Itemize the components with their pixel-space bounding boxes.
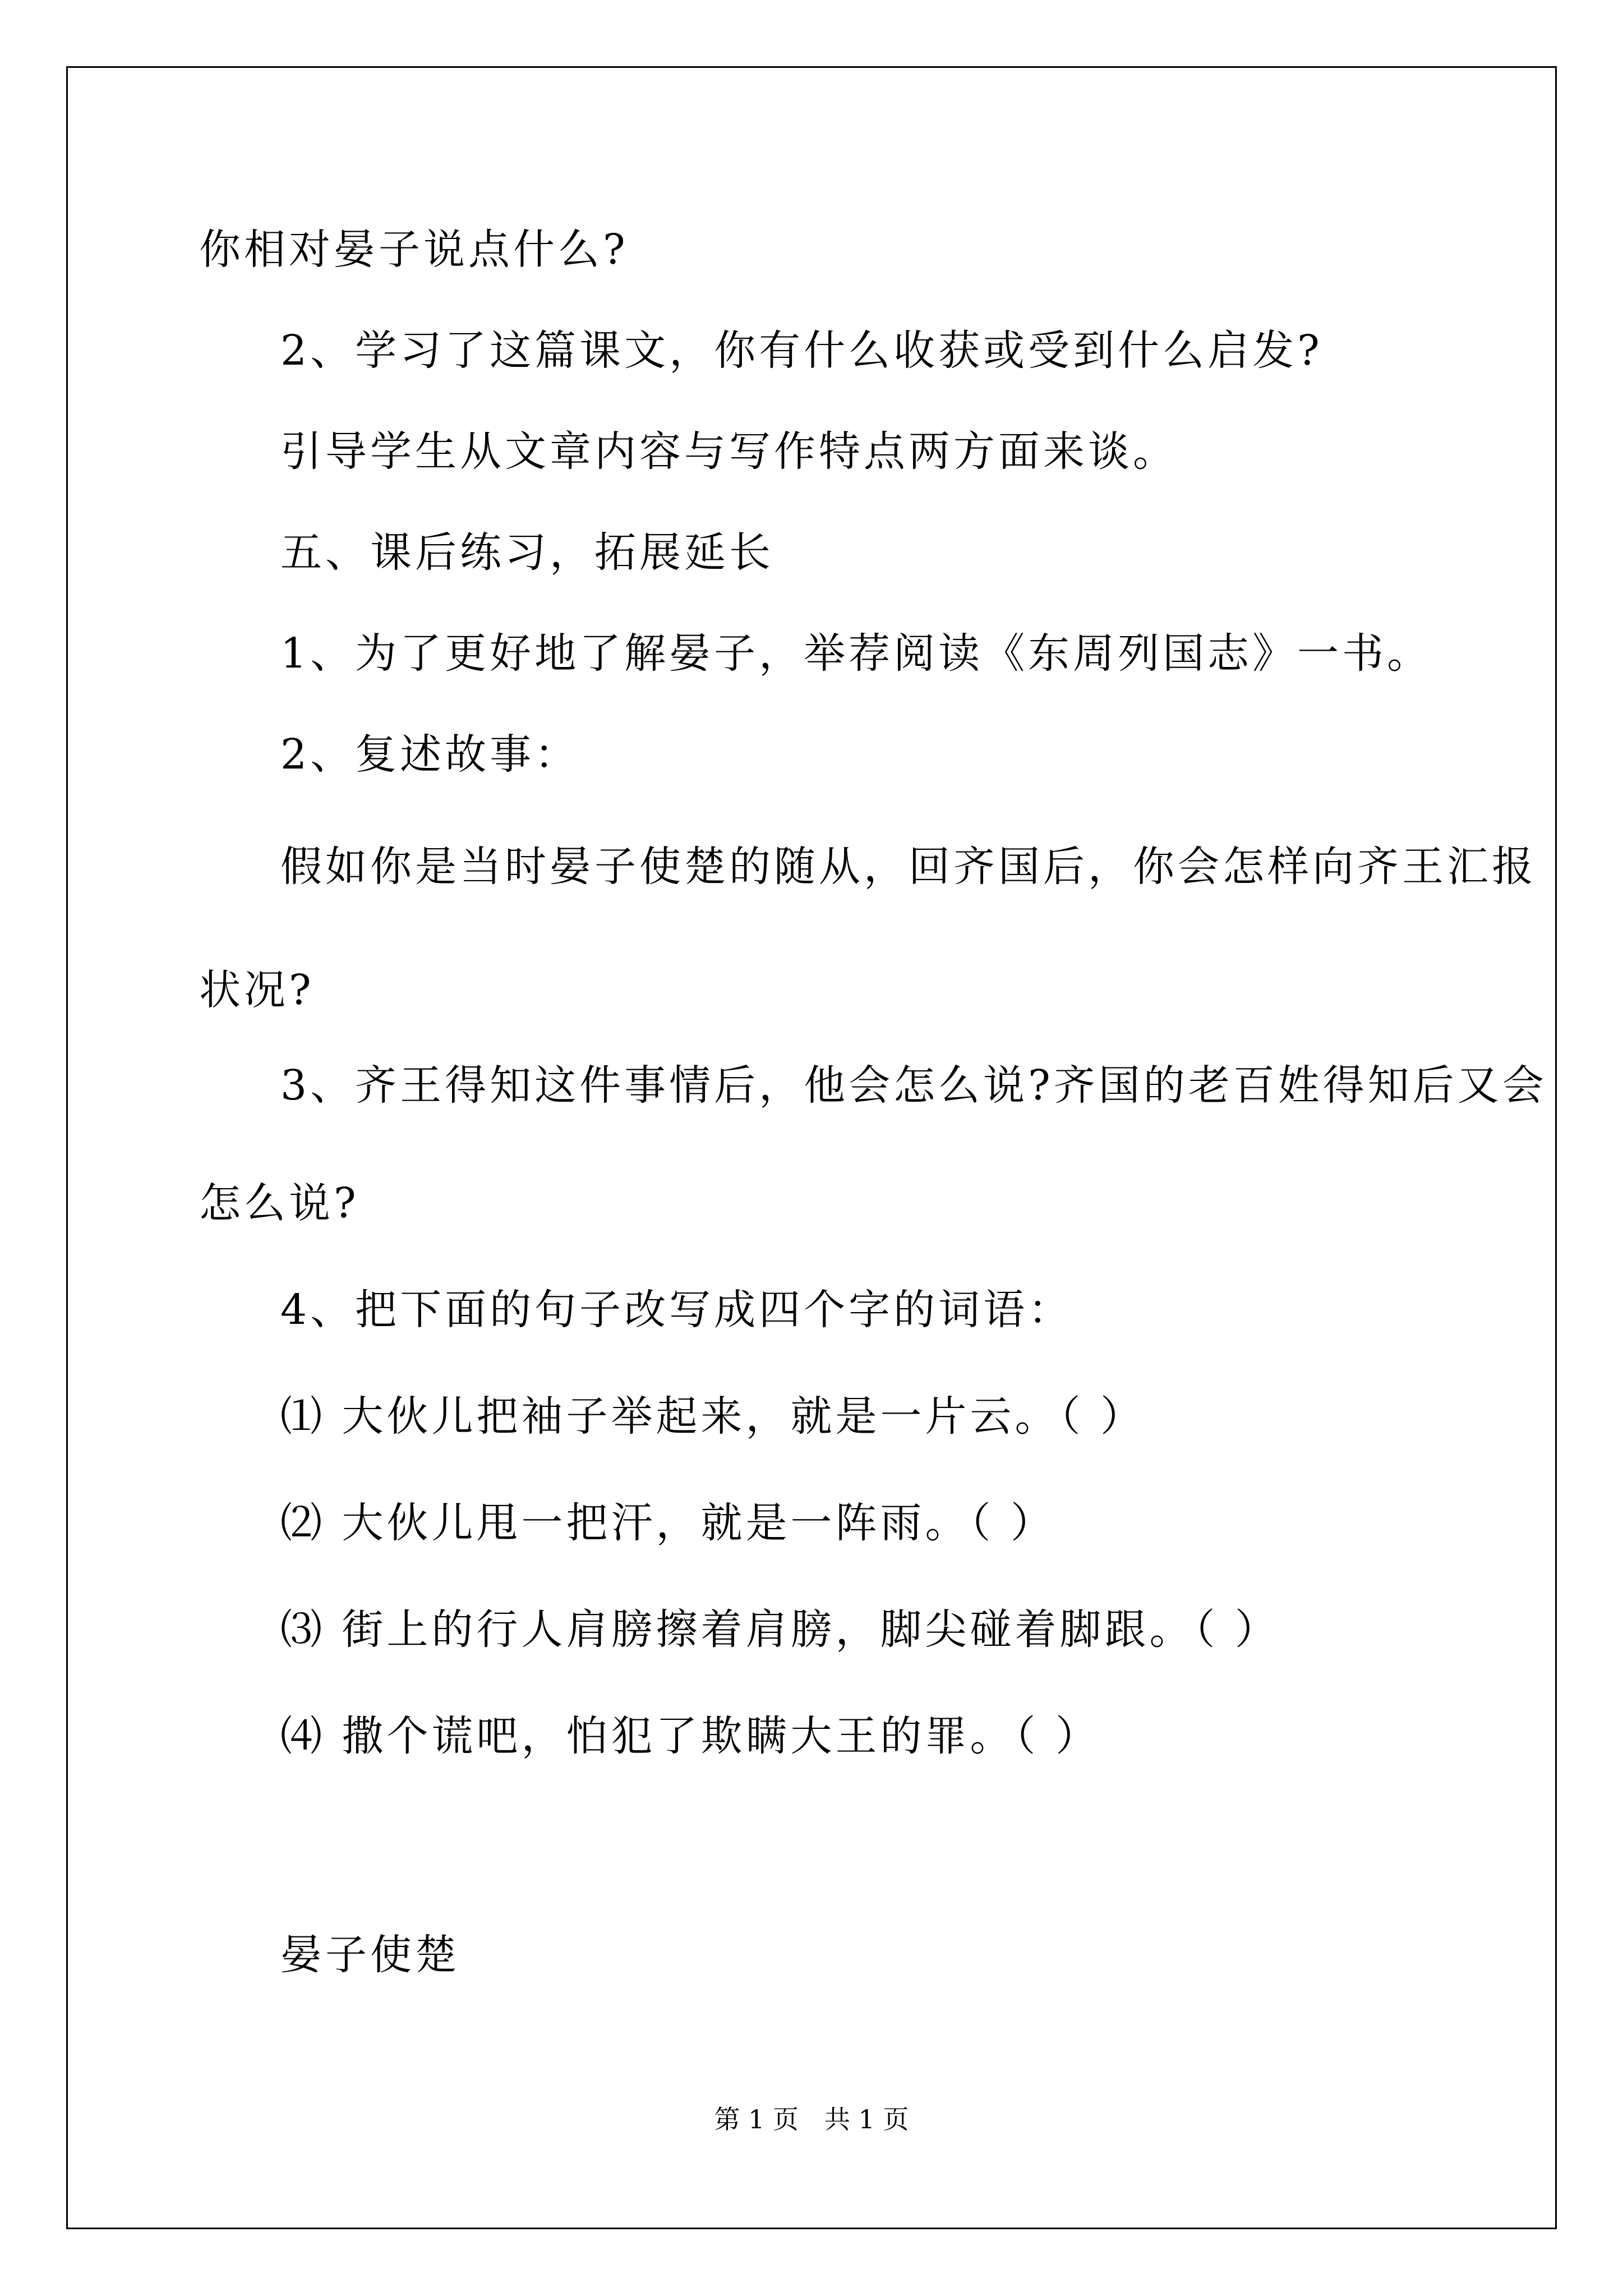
text-line-5: 1、为了更好地了解晏子，举荐阅读《东周列国志》一书。: [280, 629, 1432, 678]
text-line-8: 状况?: [199, 966, 315, 1014]
text-line-1: 你相对晏子说点什么?: [199, 226, 629, 274]
section-heading-5: 五、课后练习，拓展延长: [280, 528, 774, 577]
exercise-item-4: ⑷ 撒个谎吧，怕犯了欺瞒大王的罪。（ ）: [280, 1712, 1101, 1760]
text-line-10: 怎么说?: [199, 1179, 359, 1227]
exercise-item-1: ⑴ 大伙儿把袖子举起来，就是一片云。（ ）: [280, 1392, 1146, 1441]
page-border: [66, 66, 1557, 2229]
next-title: 晏子使楚: [280, 1931, 460, 1979]
text-line-11: 4、把下面的句子改写成四个字的词语：: [280, 1286, 1073, 1334]
exercise-item-3: ⑶ 街上的行人肩膀擦着肩膀，脚尖碰着脚跟。（ ）: [280, 1605, 1280, 1654]
text-line-6: 2、复述故事：: [280, 730, 580, 779]
text-line-2: 2、学习了这篇课文，你有什么收获或受到什么启发?: [280, 326, 1323, 375]
page-footer: 第 1 页 共 1 页: [714, 2104, 909, 2134]
text-line-9: 3、齐王得知这件事情后，他会怎么说?齐国的老百姓得知后又会: [280, 1061, 1547, 1110]
text-line-7: 假如你是当时晏子使楚的随从，回齐国后，你会怎样向齐王汇报: [280, 843, 1537, 891]
exercise-item-2: ⑵ 大伙儿甩一把汗，就是一阵雨。（ ）: [280, 1499, 1056, 1547]
text-line-3: 引导学生从文章内容与写作特点两方面来谈。: [280, 427, 1178, 476]
